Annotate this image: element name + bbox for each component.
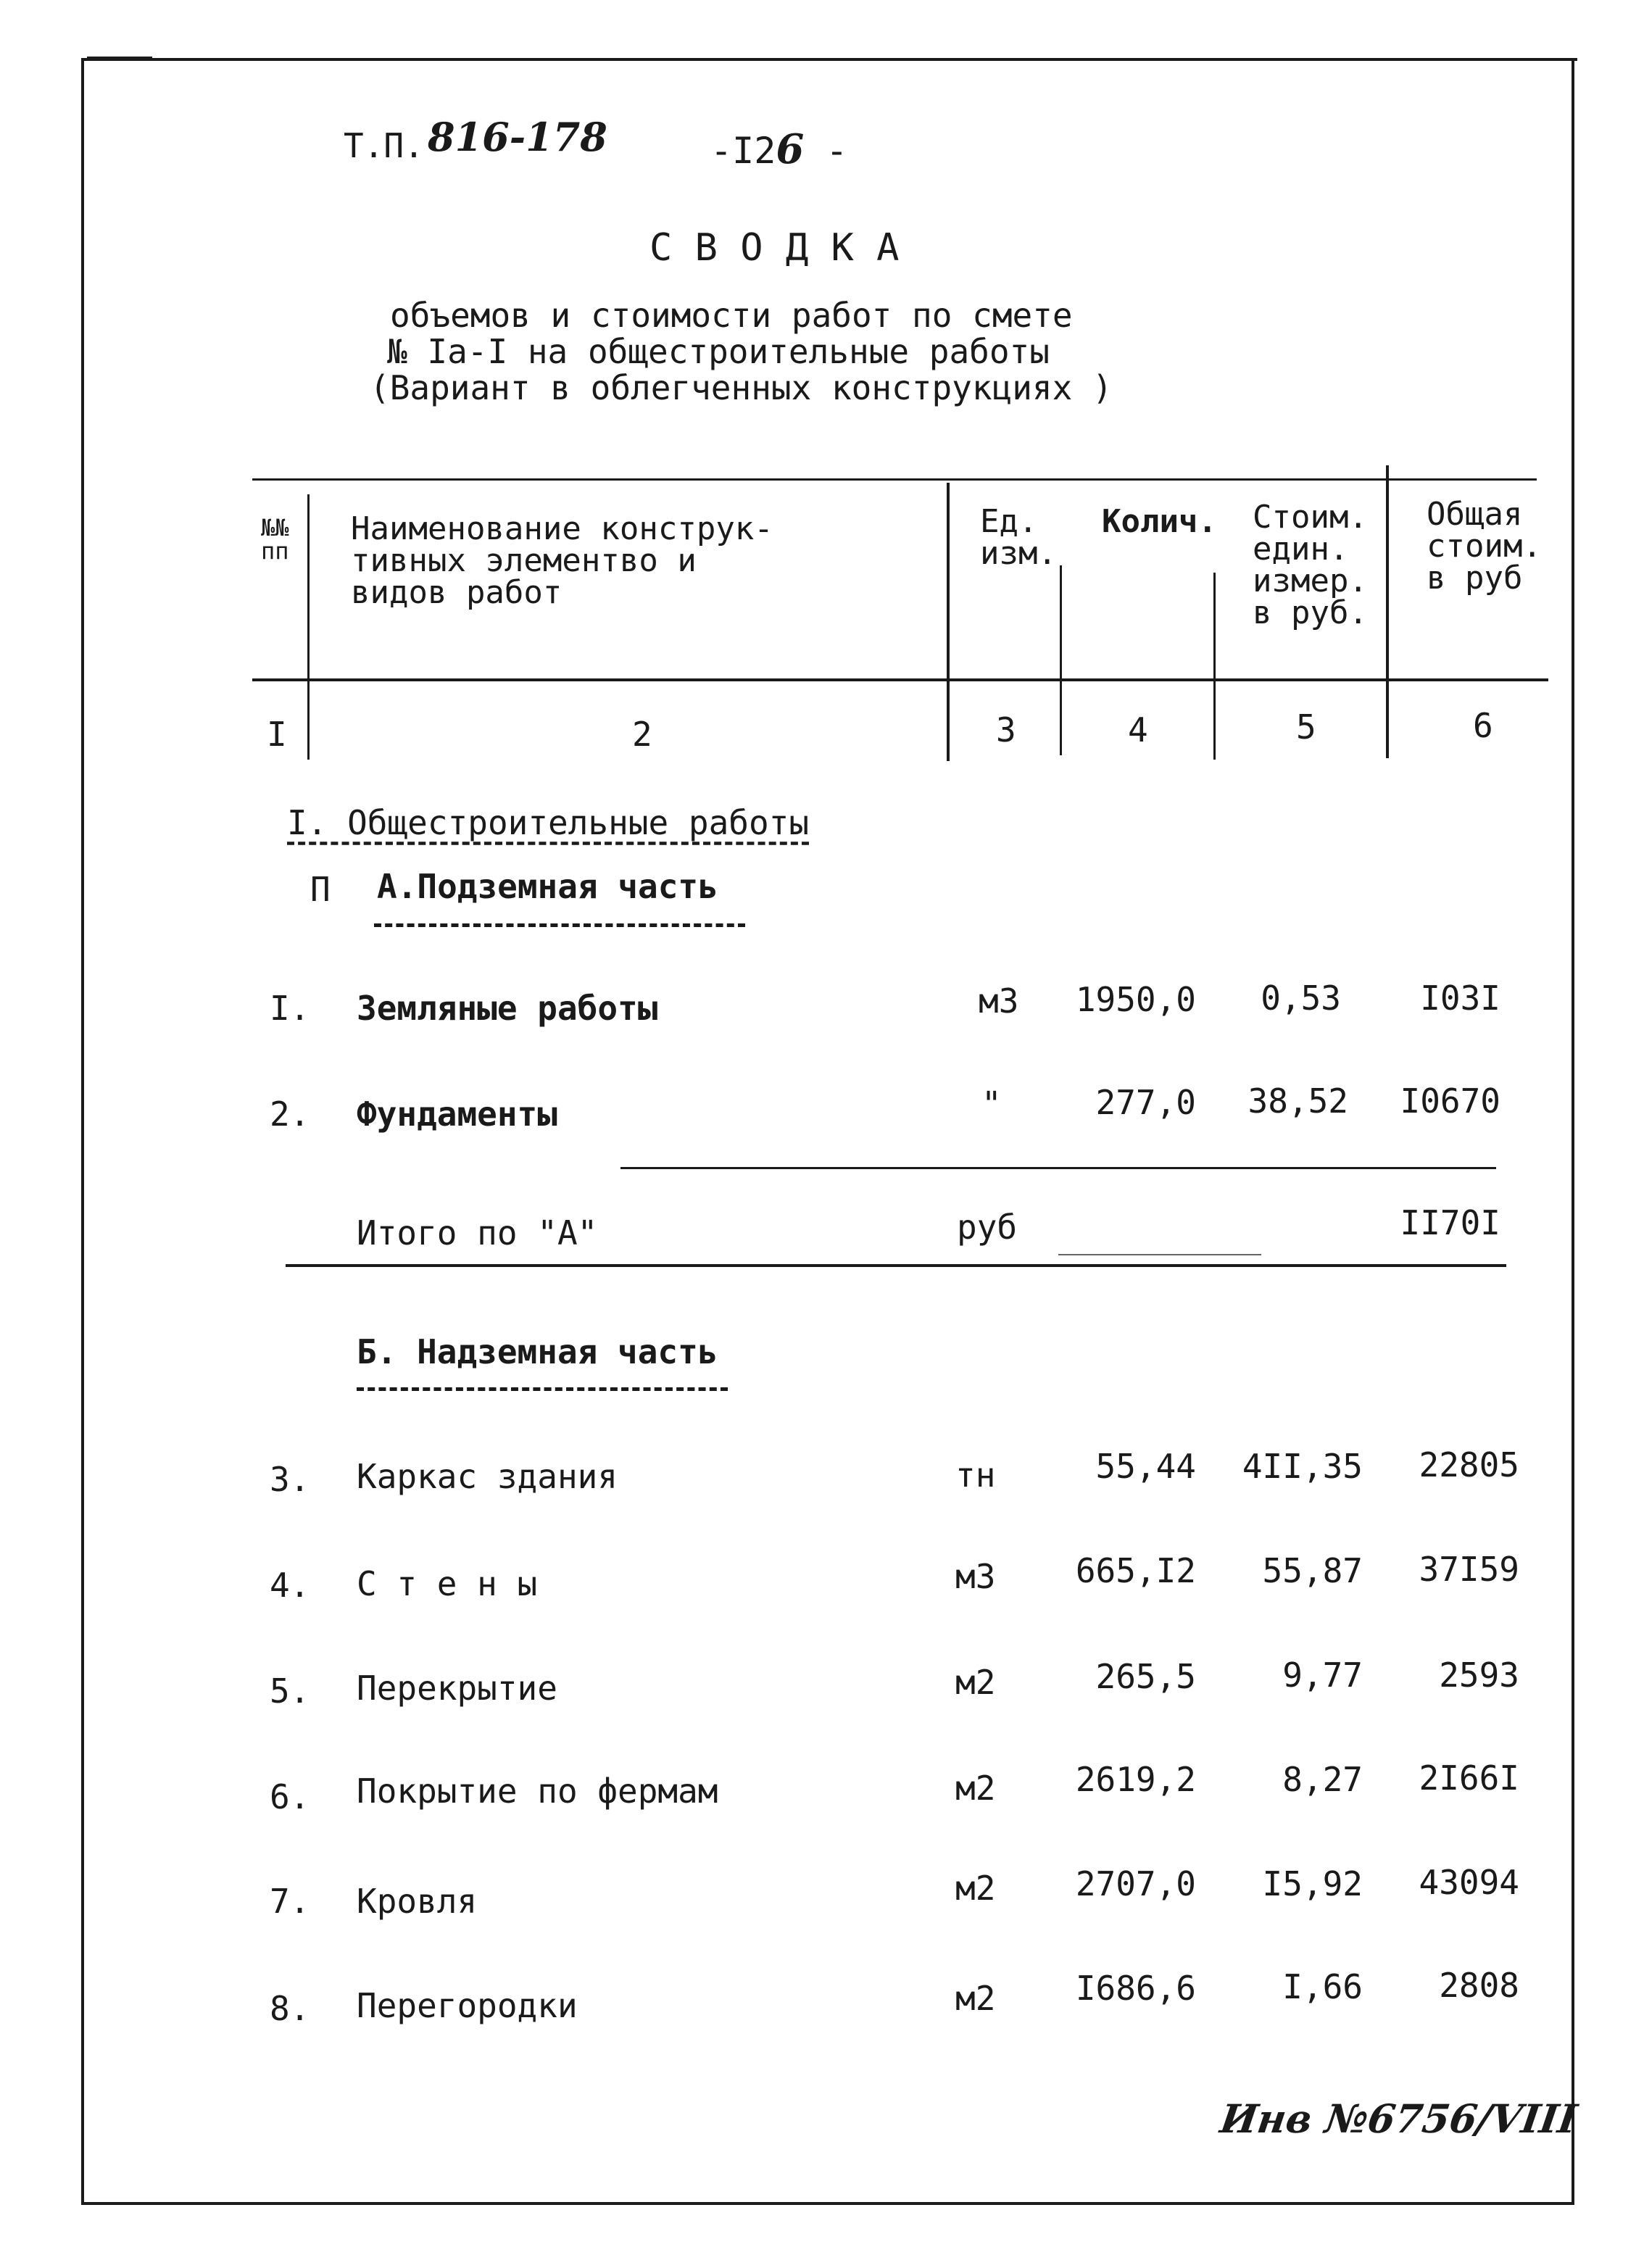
row-unit-cost: I5,92: [1262, 1864, 1363, 1903]
subtotal-rule: [620, 1167, 1496, 1169]
row-total: 2593: [1439, 1656, 1519, 1695]
row-unit-cost: 55,87: [1262, 1551, 1363, 1590]
section-title: I. Общестроительные работы: [287, 803, 810, 842]
inventory-number: Инв №6756/VIII: [1217, 2095, 1580, 2142]
document-subtitle-line1: объемов и стоимости работ по смете: [390, 296, 1073, 335]
row-name: С т е н ы: [357, 1564, 538, 1603]
header-total: Общая стоим. в руб: [1427, 496, 1542, 597]
row-unit: м2: [955, 1769, 996, 1808]
colnum-6: 6: [1473, 706, 1493, 745]
row-unit: м3: [979, 981, 1019, 1021]
row-name: Кровля: [357, 1882, 478, 1921]
row-unit: ": [981, 1084, 1002, 1123]
row-num: 3.: [270, 1460, 310, 1499]
document-code-handwritten: 816-178: [428, 114, 607, 160]
row-total: 22805: [1419, 1445, 1519, 1484]
subtotal-total: II70I: [1400, 1203, 1500, 1242]
row-unit: м2: [955, 1869, 996, 1908]
row-unit-cost: 9,77: [1282, 1656, 1363, 1695]
subtotal-faint-rule: [1058, 1254, 1261, 1255]
table-header-rule: [252, 678, 1548, 681]
row-num: 5.: [270, 1671, 310, 1711]
row-total: 43094: [1419, 1863, 1519, 1902]
row-name: Покрытие по фермам: [357, 1771, 718, 1811]
row-unit-cost: I,66: [1282, 1967, 1363, 2006]
row-total: 37I59: [1419, 1550, 1519, 1589]
header-name: Наименование конструк- тивных элементво и видов работ: [351, 510, 773, 611]
col-divider-4: [1213, 573, 1216, 760]
row-total: I0670: [1400, 1081, 1500, 1121]
header-unit-cost: Стоим. един. измер. в руб.: [1253, 499, 1368, 631]
col-divider-5: [1386, 465, 1389, 758]
table-top-rule: [252, 478, 1537, 481]
row-total: 2808: [1439, 1966, 1519, 2005]
row-num: 8.: [270, 1989, 310, 2028]
page-number-prefix: [710, 125, 848, 173]
section-a-end-rule: [286, 1264, 1506, 1267]
document-code-prefix: Т.П.: [344, 126, 424, 165]
colnum-3: 3: [996, 710, 1016, 749]
row-qty: 1950,0: [1075, 980, 1196, 1019]
subsection-b-title: Б. Надземная часть: [357, 1332, 718, 1371]
colnum-4: 4: [1128, 710, 1148, 749]
row-num: 6.: [270, 1777, 310, 1816]
row-unit: м2: [955, 1663, 996, 1702]
colnum-2: 2: [632, 715, 652, 754]
row-name: Перекрытие: [357, 1669, 557, 1708]
subsection-a-underline: [374, 923, 745, 927]
row-total: 2I66I: [1419, 1758, 1519, 1798]
row-name: Земляные работы: [357, 989, 658, 1028]
row-name: Каркас здания: [357, 1457, 618, 1496]
subsection-b-underline: [357, 1387, 728, 1391]
row-qty: 2619,2: [1075, 1760, 1196, 1799]
row-total: I03I: [1420, 979, 1500, 1018]
subsection-a-title: А.Подземная часть: [377, 867, 718, 906]
colnum-1: I: [267, 715, 287, 754]
row-unit: тн: [955, 1455, 996, 1495]
row-qty: 665,I2: [1075, 1551, 1196, 1590]
row-qty: 2707,0: [1075, 1864, 1196, 1903]
subtotal-label: Итого по "А": [357, 1213, 598, 1253]
col-divider-1: [307, 494, 310, 760]
row-unit-cost: 38,52: [1247, 1081, 1348, 1121]
header-num: №№ пп: [261, 514, 289, 565]
row-num: 4.: [270, 1566, 310, 1605]
row-qty: 277,0: [1095, 1083, 1196, 1122]
row-num: 7.: [270, 1882, 310, 1921]
page-number-handwritten: 6: [776, 125, 805, 173]
row-name: Фундаменты: [357, 1094, 557, 1134]
row-qty: 265,5: [1095, 1657, 1196, 1696]
row-qty: I686,6: [1075, 1969, 1196, 2008]
row-unit: м3: [955, 1557, 996, 1596]
col-divider-3: [1060, 565, 1062, 755]
document-subtitle-line2: № Iа-I на общестроительные работы: [387, 332, 1050, 371]
header-qty: Колич.: [1102, 503, 1217, 540]
document-subtitle-line3: (Вариант в облегченных конструкциях ): [370, 368, 1113, 407]
row-num: I.: [270, 989, 310, 1028]
subtotal-unit: руб: [957, 1208, 1018, 1247]
page-number-suffix: -: [804, 130, 848, 172]
row-unit-cost: 0,53: [1261, 979, 1341, 1018]
row-unit-cost: 8,27: [1282, 1760, 1363, 1799]
page-number-text: -I2: [710, 130, 776, 172]
row-name: Перегородки: [357, 1986, 578, 2025]
col-divider-2: [947, 483, 950, 761]
row-qty: 55,44: [1095, 1447, 1196, 1486]
row-unit: м2: [955, 1979, 996, 2018]
row-unit-cost: 4II,35: [1242, 1447, 1363, 1486]
colnum-5: 5: [1296, 707, 1316, 747]
header-unit: Ед. изм.: [980, 503, 1057, 572]
subsection-a-prefix: П: [310, 870, 331, 909]
row-num: 2.: [270, 1094, 310, 1134]
document-heading: С В О Д К А: [649, 226, 900, 270]
